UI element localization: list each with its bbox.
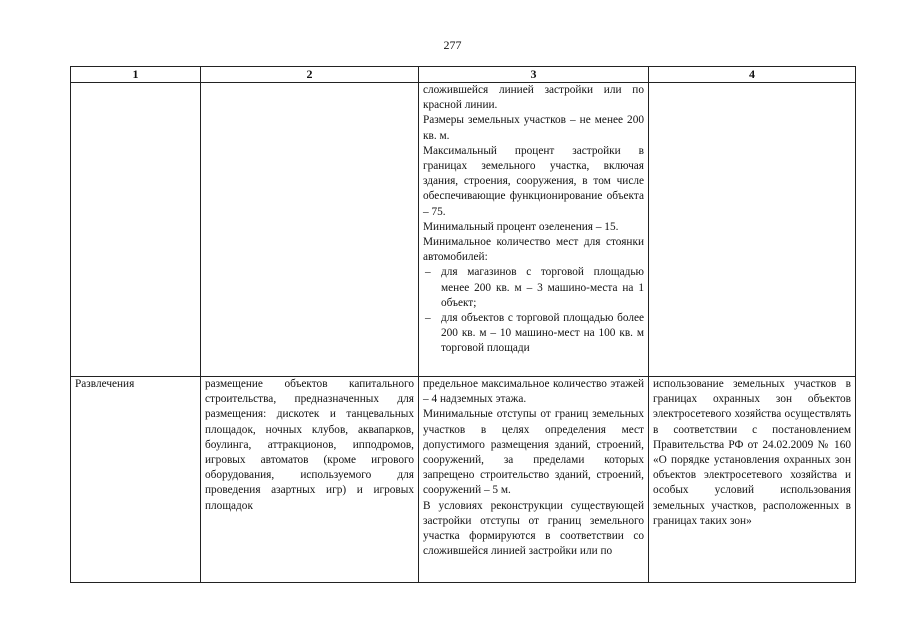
header-col-4: 4 bbox=[649, 67, 856, 83]
row2-col4: использование земельных участков в границах охранных зон объектов электросетевого хозяйства осуществлять в соответствии с постановлением Правительства РФ от 24.02.2009 № 160 «О порядке установления охранных зон объектов электросетевого хозяйства и особых условий использования земельных участков, расположенных в границах таких зон» bbox=[649, 377, 856, 583]
page-number: 277 bbox=[443, 38, 462, 52]
row1-col3-para: Максимальный процент застройки в границах земельного участка, включая здания, строения, сооружения, в том числе обеспечивающие функционирование объекта – 75. bbox=[423, 144, 644, 218]
row2-col1: Развлечения bbox=[71, 377, 201, 583]
list-item: – для объектов с торговой площадью более 200 кв. м – 10 машино-мест на 100 кв. м торговой площади bbox=[423, 311, 644, 357]
row1-col3 bbox=[419, 83, 649, 377]
row1-col1 bbox=[71, 83, 201, 377]
row2-col3-para: Минимальные отступы от границ земельных участков в целях определения мест допустимого размещения зданий, строений, сооружений, за пределами которых запрещено строительство зданий, строений, сооружений – 5 м. bbox=[423, 408, 644, 497]
regulations-table bbox=[70, 66, 856, 583]
row1-col3-para: Размеры земельных участков – не менее 200 кв. м. bbox=[423, 114, 644, 142]
header-col-3: 3 bbox=[419, 67, 649, 83]
header-row bbox=[71, 67, 856, 83]
row1-col2 bbox=[201, 83, 419, 377]
row1-col3-para: Минимальное количество мест для стоянки автомобилей: bbox=[423, 236, 644, 264]
row2-col3-para: В условиях реконструкции существующей застройки отступы от границ земельного участка формируются в соответствии со сложившейся линией застройки или по bbox=[423, 499, 644, 558]
header-col-2: 2 bbox=[201, 67, 419, 83]
header-col-1: 1 bbox=[71, 67, 201, 83]
row2-col3 bbox=[419, 377, 649, 583]
row1-col4 bbox=[649, 83, 856, 377]
table-row bbox=[71, 377, 856, 583]
row1-col3-para: сложившейся линией застройки или по красной линии. bbox=[423, 84, 644, 112]
row2-col2: размещение объектов капитального строительства, предназначенных для размещения: дискотек и танцевальных площадок, ночных клубов, аквапарков, боулинга, аттракционов, ипподромов, игровых автоматов (кроме игрового оборудования, используемого для проведения азартных игр) и игровых площадок bbox=[201, 377, 419, 583]
list-item: – для магазинов с торговой площадью менее 200 кв. м – 3 машино-места на 1 объект; bbox=[423, 265, 644, 311]
table-row bbox=[71, 83, 856, 377]
parking-list bbox=[423, 265, 644, 356]
row2-col3-para: предельное максимальное количество этажей – 4 надземных этажа. bbox=[423, 378, 644, 406]
row1-col3-para: Минимальный процент озеленения – 15. bbox=[423, 220, 619, 233]
